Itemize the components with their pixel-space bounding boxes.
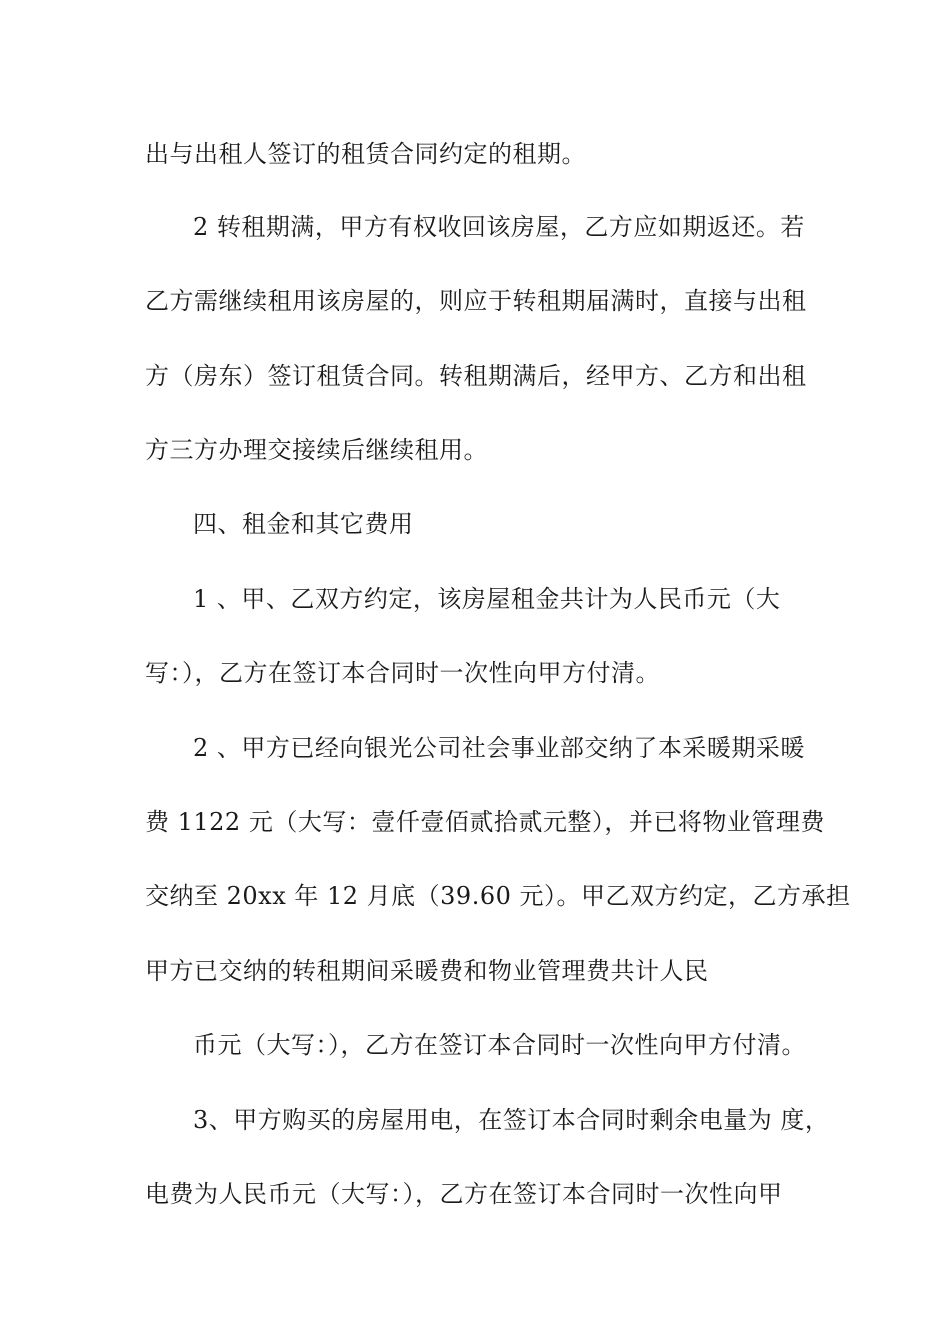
text-line-10: 费 1122 元（大写：壹仟壹佰贰拾贰元整），并已将物业管理费: [145, 808, 825, 836]
text-line-3: 乙方需继续租用该房屋的，则应于转租期届满时，直接与出租: [145, 287, 807, 315]
text-line-8: 写：），乙方在签订本合同时一次性向甲方付清。: [145, 659, 660, 687]
text-line-4: 方（房东）签订租赁合同。转租期满后，经甲方、乙方和出租: [145, 362, 807, 390]
text-line-12: 甲方已交纳的转租期间采暖费和物业管理费共计人民: [145, 957, 709, 985]
text-line-13: 币元（大写：），乙方在签订本合同时一次性向甲方付清。: [193, 1031, 806, 1059]
text-line-15: 电费为人民币元（大写：），乙方在签订本合同时一次性向甲: [145, 1180, 783, 1208]
section-heading: 四、租金和其它费用: [193, 510, 414, 538]
text-line-5: 方三方办理交接续后继续租用。: [145, 436, 488, 464]
text-line-7: 1 、甲、乙双方约定，该房屋租金共计为人民币元（大: [193, 585, 781, 613]
text-line-2: 2 转租期满，甲方有权收回该房屋，乙方应如期返还。若: [193, 213, 805, 241]
text-line-9: 2 、甲方已经向银光公司社会事业部交纳了本采暖期采暖: [193, 734, 805, 762]
text-line-14: 3、甲方购买的房屋用电，在签订本合同时剩余电量为 度，: [193, 1106, 830, 1134]
text-line-1: 出与出租人签订的租赁合同约定的租期。: [145, 140, 586, 168]
text-line-11: 交纳至 20xx 年 12 月底（39.60 元）。甲乙双方约定，乙方承担: [145, 882, 851, 910]
